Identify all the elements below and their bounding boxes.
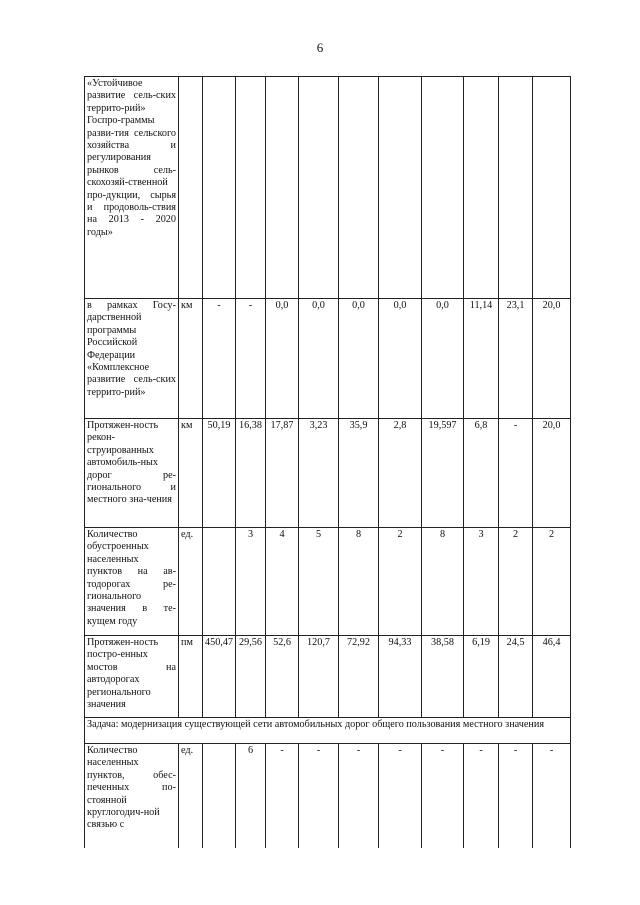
indicator-name: в рамках Госу-дарственной программы Российской Федерации «Комплексное развитие сель-ских террито-рий» [85,299,179,419]
value-cell: 50,19 [203,419,236,528]
value-cell: 72,92 [339,636,379,718]
value-cell: 0,0 [339,299,379,419]
value-cell [422,77,464,299]
value-cell: 0,0 [422,299,464,419]
value-cell: 0,0 [379,299,422,419]
value-cell [203,77,236,299]
value-cell: 3 [236,528,266,636]
value-cell: - [236,299,266,419]
value-cell: 2 [499,528,533,636]
value-cell: 8 [339,528,379,636]
value-cell: - [379,744,422,848]
page-number: 6 [316,40,324,55]
unit-cell: ед. [179,528,203,636]
value-cell: 20,0 [533,419,571,528]
value-cell: - [422,744,464,848]
value-cell [464,77,499,299]
table-row [85,419,571,528]
value-cell: 17,87 [266,419,299,528]
value-cell: - [464,744,499,848]
value-cell: 46,4 [533,636,571,718]
value-cell [339,77,379,299]
unit-cell: км [179,299,203,419]
indicator-name: Количество обустроенных населенных пунктов на ав-тодорогах ре-гионального значения в те-кущем году [85,528,179,636]
value-cell: 6,19 [464,636,499,718]
value-cell: 19,597 [422,419,464,528]
value-cell: - [299,744,339,848]
unit-cell: пм [179,636,203,718]
table-row [85,528,571,636]
value-cell: 6 [236,744,266,848]
value-cell: - [533,744,571,848]
value-cell: - [203,299,236,419]
value-cell: 3,23 [299,419,339,528]
value-cell: 120,7 [299,636,339,718]
value-cell: - [499,744,533,848]
value-cell [203,528,236,636]
value-cell [236,77,266,299]
value-cell [379,77,422,299]
indicator-name: Протяжен-ность рекон-струированных автомобиль-ных дорог ре-гионального и местного зна-чения [85,419,179,528]
value-cell: - [339,744,379,848]
value-cell: 2 [533,528,571,636]
value-cell: 2,8 [379,419,422,528]
value-cell [499,77,533,299]
unit-cell [179,77,203,299]
value-cell: - [499,419,533,528]
value-cell [266,77,299,299]
value-cell: 6,8 [464,419,499,528]
value-cell: 0,0 [266,299,299,419]
unit-cell: ед. [179,744,203,848]
unit-cell: км [179,419,203,528]
value-cell: 0,0 [299,299,339,419]
value-cell: 38,58 [422,636,464,718]
value-cell [203,744,236,848]
value-cell: 35,9 [339,419,379,528]
value-cell: 8 [422,528,464,636]
value-cell: 20,0 [533,299,571,419]
value-cell [533,77,571,299]
indicator-name: «Устойчивое развитие сель-ских террито-рий» Госпро-граммы разви-тия сельского хозяйства и регулирования рынков сель-скохозяй-ственной про-дукции, сырья и продоволь-ствия на 2013 - 2020 годы» [85,77,179,299]
value-cell: 23,1 [499,299,533,419]
value-cell [299,77,339,299]
table-row [85,636,571,718]
value-cell: - [266,744,299,848]
value-cell: 52,6 [266,636,299,718]
indicator-name: Количество населенных пунктов, обес-печенных по-стоянной круглогодич-ной связью с [85,744,179,848]
value-cell: 24,5 [499,636,533,718]
value-cell: 29,56 [236,636,266,718]
value-cell: 2 [379,528,422,636]
value-cell: 450,47 [203,636,236,718]
table-row [85,299,571,419]
table-row [85,718,571,744]
indicators-table [84,76,571,848]
value-cell: 11,14 [464,299,499,419]
table-row [85,77,571,299]
value-cell: 4 [266,528,299,636]
task-heading: Задача: модернизация существующей сети автомобильных дорог общего пользования местного значения [85,718,571,744]
value-cell: 16,38 [236,419,266,528]
value-cell: 94,33 [379,636,422,718]
value-cell: 5 [299,528,339,636]
value-cell: 3 [464,528,499,636]
indicator-name: Протяжен-ность постро-енных мостов на автодорогах регионального значения [85,636,179,718]
table-row [85,744,571,848]
